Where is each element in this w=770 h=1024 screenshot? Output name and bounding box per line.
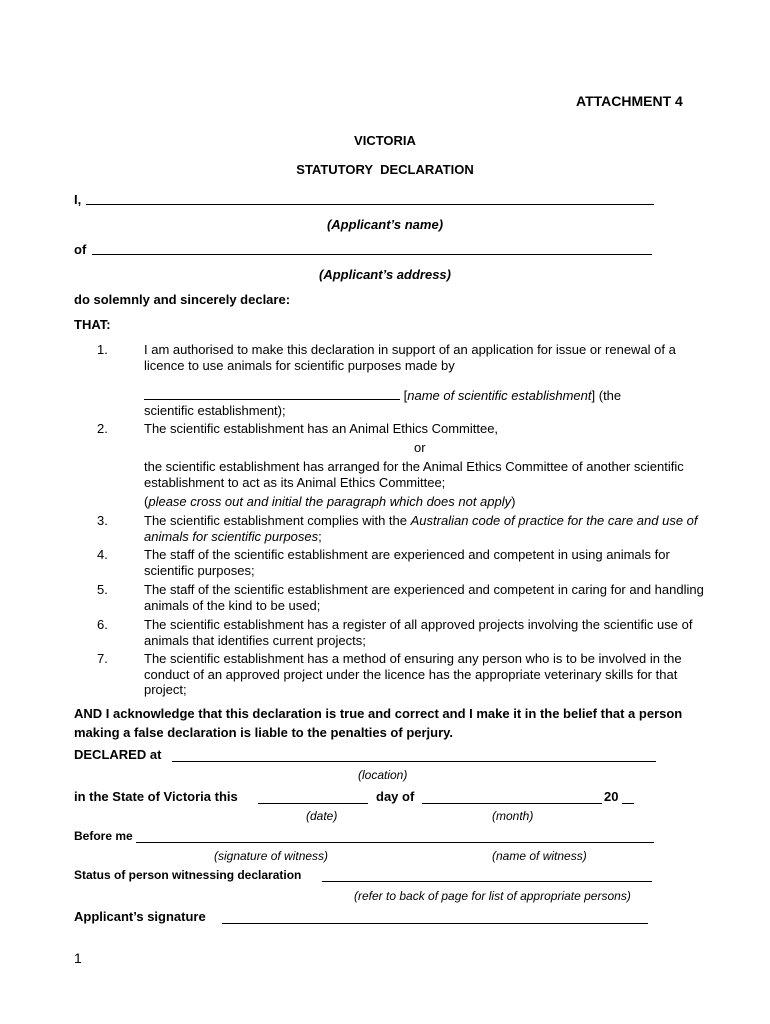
item-number: 1. — [97, 342, 108, 357]
applicant-address-caption: (Applicant’s address) — [319, 267, 451, 282]
cross-out-instruction — [144, 494, 704, 510]
month-caption: (month) — [492, 809, 534, 823]
item-2-alternative: the scientific establishment has arranged for the Animal Ethics Committee of another scientific establishment to act as its Animal Ethics Committee; — [144, 459, 684, 490]
witness-field[interactable] — [136, 829, 654, 843]
witness-name-caption: (name of witness) — [492, 849, 587, 863]
state-heading-text: VICTORIA — [354, 133, 416, 148]
applicant-name-caption-wrap — [0, 217, 770, 232]
establishment-line — [144, 387, 704, 404]
month-field[interactable] — [422, 789, 602, 804]
establishment-bracket-close: ] (the — [591, 388, 622, 403]
year-field[interactable] — [622, 789, 634, 804]
applicant-name-caption: (Applicant’s name) — [326, 217, 444, 232]
state-of-victoria-label: in the State of Victoria this — [74, 789, 238, 804]
item-4-text: The staff of the scientific establishment are experienced and competent in using animals for scientific purposes; — [144, 547, 670, 578]
date-caption: (date) — [306, 809, 338, 823]
location-field[interactable] — [172, 747, 656, 762]
cross-out-hint: please cross out and initial the paragraph which does not apply — [148, 494, 512, 509]
item-3-text — [144, 513, 704, 544]
applicant-signature-field[interactable] — [222, 909, 648, 924]
item-number: 6. — [97, 617, 108, 632]
item-1-text: I am authorised to make this declaration in support of an application for issue or renewal of a licence to use animals for scientific purposes made by — [144, 342, 676, 373]
year-prefix: 20 — [604, 789, 619, 804]
establishment-continuation: scientific establishment); — [144, 403, 286, 418]
item-7-text: The scientific establishment has a method of ensuring any person who is to be involved in the conduct of an approved project under the licence has the appropriate veterinary skills for that project; — [144, 651, 682, 697]
of-label: of — [74, 242, 87, 257]
state-heading — [0, 133, 770, 148]
applicant-address-caption-wrap — [0, 267, 770, 282]
document-title — [0, 162, 770, 177]
applicant-name-field[interactable] — [86, 192, 654, 205]
witness-status-caption: (refer to back of page for list of appropriate persons) — [354, 889, 631, 903]
applicant-signature-label: Applicant’s signature — [74, 909, 206, 924]
code-of-practice-title: Australian code of practice for the care and use of animals for scientific purposes — [144, 513, 698, 544]
item-5-text: The staff of the scientific establishment are experienced and competent in caring for and handling animals of the kind to be used; — [144, 582, 704, 613]
witness-signature-caption: (signature of witness) — [214, 849, 329, 863]
before-me-label: Before me — [74, 829, 133, 843]
establishment-hint: name of scientific establishment — [407, 388, 592, 403]
day-field[interactable] — [258, 789, 368, 804]
page-number: 1 — [74, 950, 82, 966]
item-number: 2. — [97, 421, 108, 436]
acknowledgement-statement: AND I acknowledge that this declaration is true and correct and I make it in the belief that a person making a false declaration is liable to the penalties of perjury. — [74, 706, 683, 740]
document-title-text: STATUTORY DECLARATION — [296, 162, 474, 177]
witness-status-label: Status of person witnessing declaration — [74, 868, 302, 882]
or-separator: or — [414, 440, 426, 455]
item-3-text-b: ; — [318, 528, 322, 544]
item-number: 4. — [97, 547, 108, 562]
attachment-label: ATTACHMENT 4 — [576, 93, 683, 109]
day-of-label: day of — [376, 789, 415, 804]
item-3-text-a: The scientific establishment complies with the — [144, 513, 411, 528]
item-number: 7. — [97, 651, 108, 666]
item-number: 3. — [97, 513, 108, 528]
that-label: THAT: — [74, 317, 111, 332]
declared-at-label: DECLARED at — [74, 747, 162, 762]
i-label: I, — [74, 192, 82, 207]
paren-close: ) — [511, 494, 516, 509]
item-number: 5. — [97, 582, 108, 597]
paren-open: ( — [144, 494, 149, 509]
location-caption: (location) — [358, 768, 408, 782]
establishment-bracket-open: [ — [403, 388, 408, 403]
applicant-address-field[interactable] — [92, 242, 652, 255]
item-2-text: The scientific establishment has an Animal Ethics Committee, — [144, 421, 499, 436]
declare-statement: do solemnly and sincerely declare: — [74, 292, 291, 307]
establishment-name-field[interactable] — [144, 387, 400, 400]
witness-status-field[interactable] — [322, 868, 652, 882]
item-6-text: The scientific establishment has a register of all approved projects involving the scientific use of animals that identifies current projects; — [144, 617, 693, 648]
